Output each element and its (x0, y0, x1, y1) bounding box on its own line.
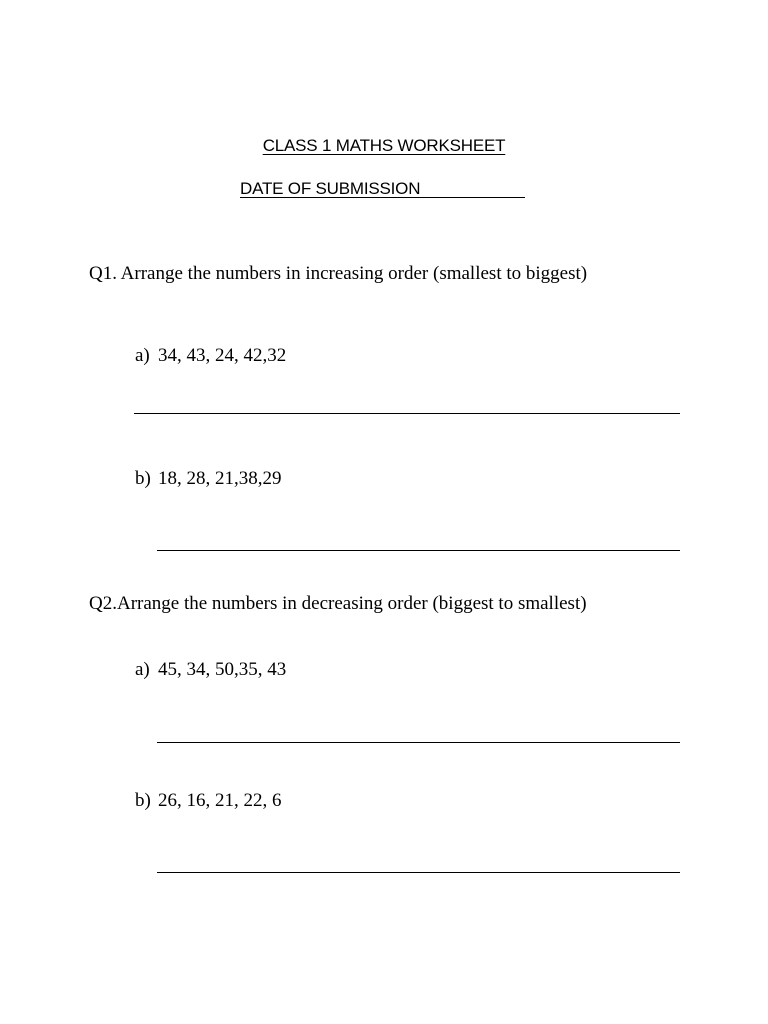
date-of-submission (240, 179, 525, 199)
answer-line-q2-a[interactable] (157, 742, 680, 743)
item-numbers: 45, 34, 50,35, 43 (158, 659, 287, 680)
worksheet-title (0, 136, 768, 156)
answer-line-q1-a[interactable] (134, 413, 680, 414)
answer-line-q1-b[interactable] (157, 550, 680, 551)
question-1: Q1. Arrange the numbers in increasing order (smallest to biggest) (89, 263, 588, 284)
item-marker: a) (135, 345, 150, 366)
date-of-submission-label: DATE OF SUBMISSION (240, 179, 421, 198)
answer-line-q2-b[interactable] (157, 872, 680, 873)
question-2-item-b (135, 790, 282, 812)
item-marker: a) (135, 659, 150, 680)
question-2: Q2.Arrange the numbers in decreasing order (biggest to smallest) (89, 593, 587, 614)
question-1-item-a (135, 345, 286, 367)
item-numbers: 18, 28, 21,38,29 (158, 468, 282, 489)
date-of-submission-blank[interactable] (420, 196, 525, 198)
question-1-item-b (135, 468, 282, 490)
item-marker: b) (135, 468, 151, 489)
item-numbers: 34, 43, 24, 42,32 (158, 345, 287, 366)
worksheet-title-text: CLASS 1 MATHS WORKSHEET (262, 136, 506, 155)
item-numbers: 26, 16, 21, 22, 6 (158, 790, 282, 811)
question-2-item-a (135, 659, 286, 681)
item-marker: b) (135, 790, 151, 811)
